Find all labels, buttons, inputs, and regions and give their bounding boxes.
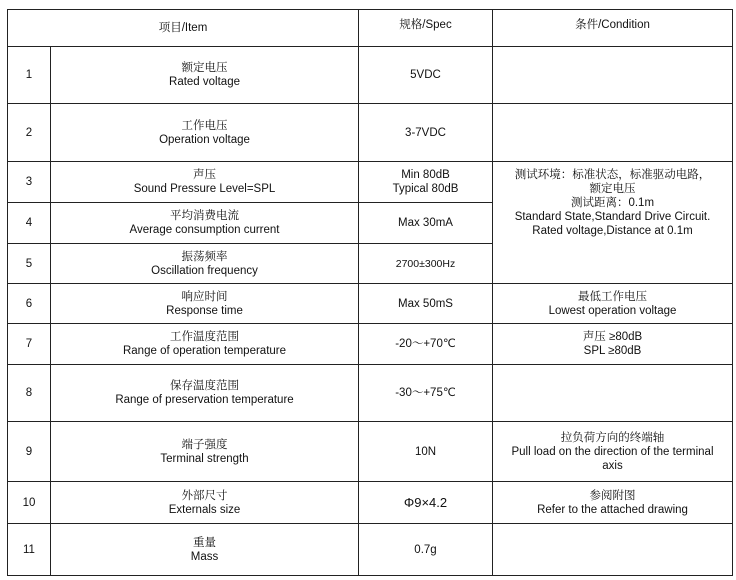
table-row (8, 324, 733, 365)
item-en: Rated voltage (169, 76, 240, 88)
condition-zh: 拉负荷方向的终端轴 (560, 431, 665, 444)
spec-cell: 0.7g (359, 524, 493, 576)
row-number: 2 (8, 104, 51, 162)
item-en: Range of preservation temperature (115, 394, 294, 406)
condition-en: Pull load on the direction of the terminal (511, 445, 714, 458)
item-zh: 声压 (193, 169, 216, 181)
row-number: 5 (8, 244, 51, 284)
row-number: 6 (8, 284, 51, 324)
item-cell (51, 422, 359, 482)
spec-cell: 10N (359, 422, 493, 482)
condition-en: SPL ≥80dB (583, 345, 642, 357)
item-zh: 重量 (193, 536, 216, 549)
spec-cell: 3-7VDC (359, 104, 493, 162)
item-en: Average consumption current (129, 224, 280, 236)
table-row (8, 284, 733, 324)
header-spec: 规格/Spec (359, 10, 493, 47)
condition-en: axis (602, 459, 623, 472)
item-en: Terminal strength (160, 452, 249, 465)
row-number: 3 (8, 162, 51, 203)
item-zh: 保存温度范围 (170, 380, 239, 392)
item-cell (51, 324, 359, 365)
item-zh: 平均消费电流 (170, 210, 239, 222)
item-en: Response time (166, 304, 243, 317)
condition-cell (493, 47, 733, 104)
item-cell (51, 104, 359, 162)
condition-cell (493, 524, 733, 576)
spec-line: Typical 80dB (392, 183, 459, 195)
item-zh: 工作温度范围 (170, 331, 239, 343)
table-row (8, 422, 733, 482)
condition-zh: 最低工作电压 (578, 290, 647, 303)
table-row (8, 162, 733, 203)
item-zh: 响应时间 (181, 290, 228, 303)
condition-zh: 参阅附图 (589, 489, 636, 502)
row-number: 1 (8, 47, 51, 104)
spec-line: Min 80dB (401, 169, 450, 181)
table-row (8, 524, 733, 576)
condition-en: Refer to the attached drawing (537, 503, 688, 516)
item-cell (51, 203, 359, 244)
condition-line: Rated voltage,Distance at 0.1m (532, 225, 693, 237)
item-cell (51, 284, 359, 324)
item-en: Range of operation temperature (122, 345, 287, 357)
condition-cell (493, 284, 733, 324)
row-number: 11 (8, 524, 51, 576)
item-en: Oscillation frequency (151, 264, 258, 277)
test-condition-cell (493, 162, 733, 284)
row-number: 10 (8, 482, 51, 524)
item-cell (51, 47, 359, 104)
item-zh: 工作电压 (181, 119, 228, 132)
spec-cell: -20～+70℃ (359, 324, 493, 365)
spec-cell: 5VDC (359, 47, 493, 104)
item-zh: 额定电压 (181, 62, 228, 74)
item-en: Sound Pressure Level=SPL (133, 183, 276, 195)
item-zh: 振荡频率 (181, 250, 228, 263)
header-condition: 条件/Condition (493, 10, 733, 47)
condition-en: Lowest operation voltage (548, 304, 677, 317)
condition-cell (493, 324, 733, 365)
item-zh: 外部尺寸 (181, 489, 228, 502)
condition-line: 额定电压 (589, 183, 636, 195)
condition-line: Standard State,Standard Drive Circuit. (514, 211, 711, 223)
item-zh: 端子强度 (181, 438, 228, 451)
condition-line: 测试环境：标准状态，标准驱动电路， (514, 169, 711, 181)
item-cell (51, 524, 359, 576)
item-en: Mass (190, 550, 219, 563)
row-number: 8 (8, 365, 51, 422)
item-cell (51, 162, 359, 203)
item-en: Externals size (168, 503, 241, 516)
spec-cell: Max 30mA (359, 203, 493, 244)
row-number: 7 (8, 324, 51, 365)
spec-table (7, 9, 733, 576)
spec-cell: Max 50mS (359, 284, 493, 324)
condition-cell (493, 104, 733, 162)
spec-cell: -30～+75℃ (359, 365, 493, 422)
spec-cell: 2700±300Hz (359, 244, 493, 284)
table-row (8, 365, 733, 422)
row-number: 9 (8, 422, 51, 482)
condition-cell (493, 422, 733, 482)
table-row (8, 482, 733, 524)
row-number: 4 (8, 203, 51, 244)
item-cell (51, 244, 359, 284)
spec-cell (359, 162, 493, 203)
spec-cell: Φ9×4.2 (359, 482, 493, 524)
item-cell (51, 482, 359, 524)
condition-line: 测试距离：0.1m (570, 197, 655, 209)
item-en: Operation voltage (159, 133, 250, 146)
item-cell (51, 365, 359, 422)
condition-cell (493, 482, 733, 524)
table-row (8, 47, 733, 104)
header-item: 项目/Item (8, 10, 359, 47)
condition-zh: 声压 ≥80dB (582, 331, 643, 343)
condition-cell (493, 365, 733, 422)
table-row (8, 104, 733, 162)
header-row (8, 10, 733, 47)
